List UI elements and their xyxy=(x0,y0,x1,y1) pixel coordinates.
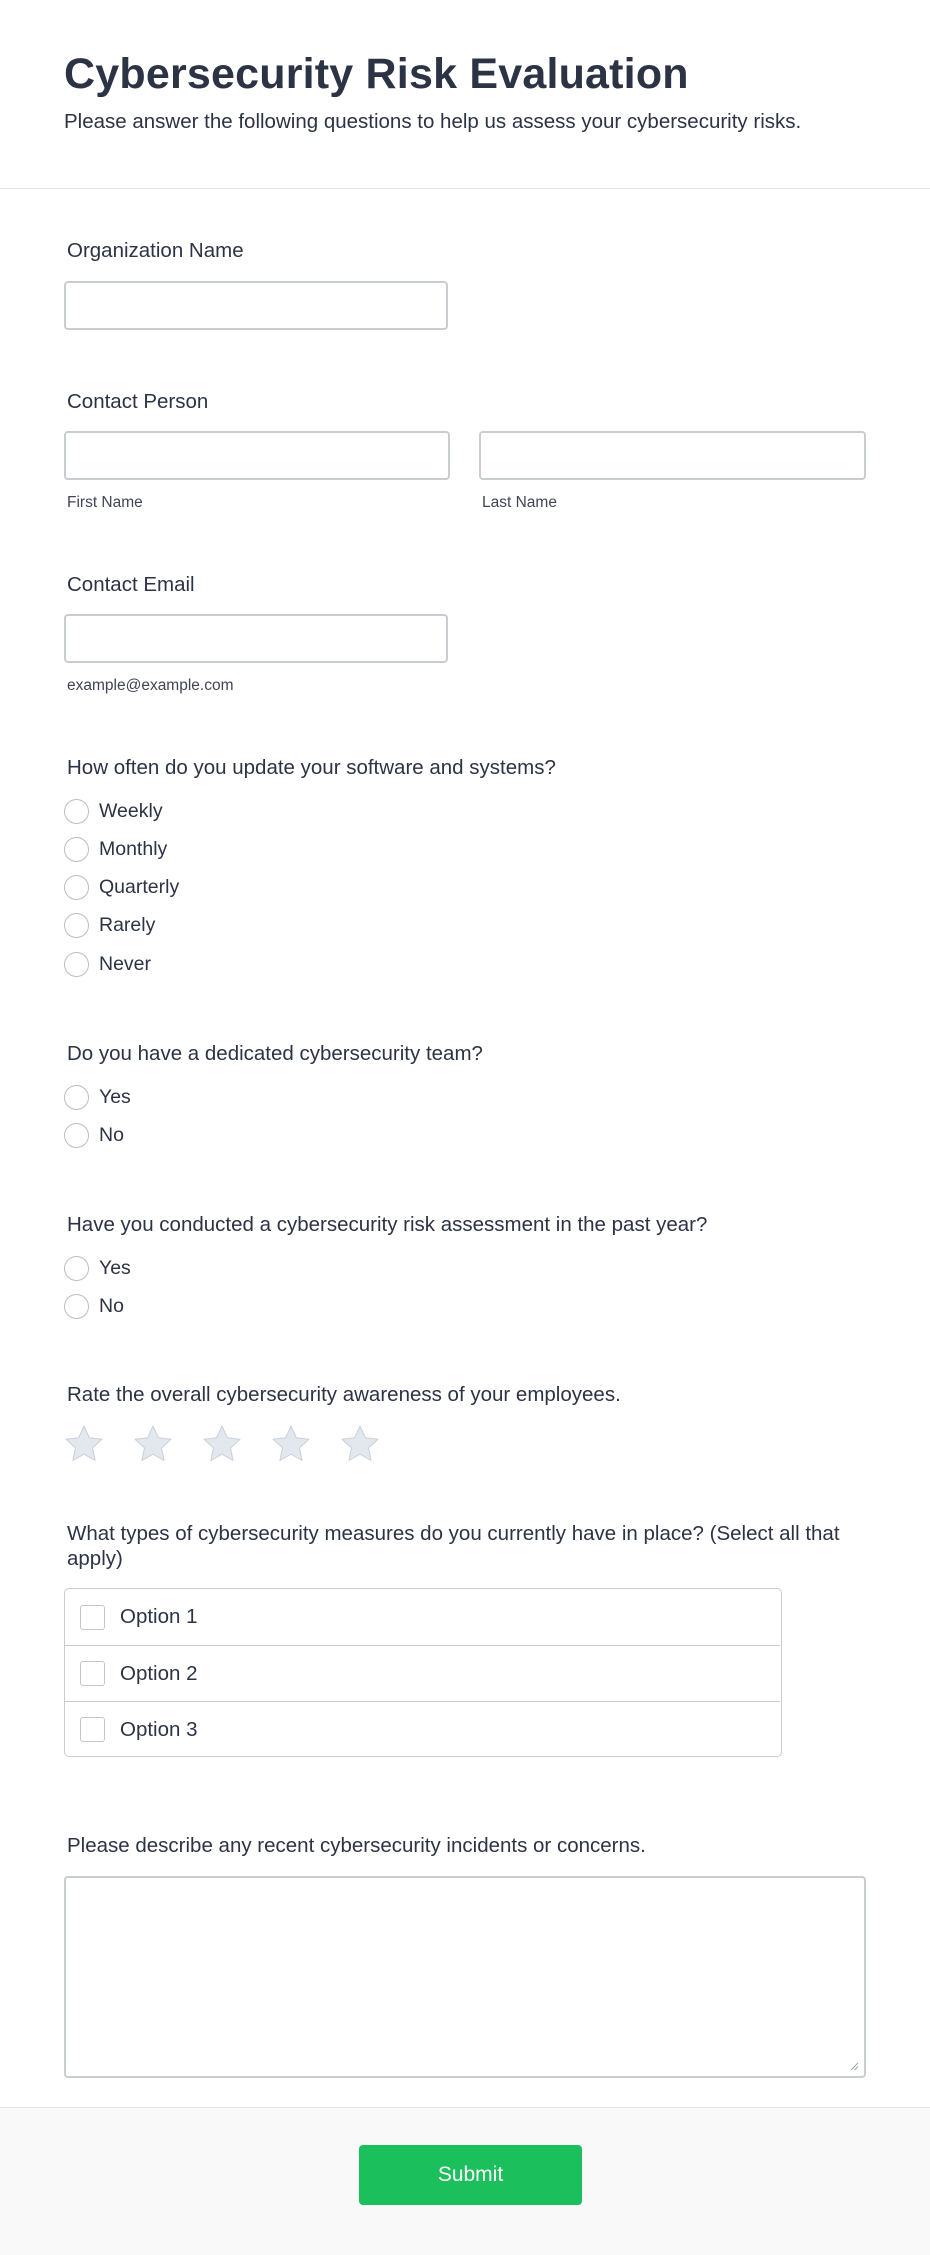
radio-option-assessment-no[interactable] xyxy=(64,1292,124,1320)
radio-button[interactable] xyxy=(64,1085,89,1110)
radio-option-label: Rarely xyxy=(99,913,156,936)
star-icon[interactable] xyxy=(271,1424,311,1464)
radio-option-assessment-yes[interactable] xyxy=(64,1254,131,1282)
form-footer xyxy=(0,2107,930,2255)
radio-option-label: Weekly xyxy=(99,799,163,822)
radio-button[interactable] xyxy=(64,1256,89,1281)
radio-option-quarterly[interactable] xyxy=(64,873,179,901)
radio-option-label: No xyxy=(99,1123,124,1146)
checkbox-option-1[interactable] xyxy=(65,1589,780,1645)
measures-checklist xyxy=(64,1588,782,1757)
radio-option-label: Monthly xyxy=(99,837,168,860)
checkbox-option-label: Option 3 xyxy=(120,1717,198,1741)
checkbox-option-label: Option 1 xyxy=(120,1605,198,1628)
incidents-question: Please describe any recent cybersecurity incidents or concerns. xyxy=(67,1834,646,1857)
checkbox-option-label: Option 2 xyxy=(120,1661,198,1685)
radio-option-label: Yes xyxy=(99,1256,131,1279)
radio-option-team-no[interactable] xyxy=(64,1121,124,1149)
checkbox-option-3[interactable] xyxy=(65,1701,780,1757)
last-name-input[interactable] xyxy=(479,431,866,480)
radio-option-label: Never xyxy=(99,952,152,975)
star-icon[interactable] xyxy=(202,1424,242,1464)
star-icon[interactable] xyxy=(64,1424,104,1464)
contact-email-label: Contact Email xyxy=(67,573,195,596)
first-name-input[interactable] xyxy=(64,431,450,480)
radio-option-monthly[interactable] xyxy=(64,835,167,863)
email-example-sublabel: example@example.com xyxy=(67,677,234,694)
radio-option-label: No xyxy=(99,1294,124,1317)
measures-question: What types of cybersecurity measures do you currently have in place? (Select all that apply) xyxy=(67,1522,840,1570)
organization-name-label: Organization Name xyxy=(67,239,244,262)
checkbox-option-2[interactable] xyxy=(65,1645,780,1701)
first-name-sublabel: First Name xyxy=(67,494,143,511)
radio-button[interactable] xyxy=(64,875,89,900)
risk-assessment-question: Have you conducted a cybersecurity risk assessment in the past year? xyxy=(67,1213,708,1236)
radio-option-label: Quarterly xyxy=(99,875,180,898)
contact-email-input[interactable] xyxy=(64,614,448,663)
radio-button[interactable] xyxy=(64,1294,89,1319)
checkbox[interactable] xyxy=(80,1605,105,1630)
radio-button[interactable] xyxy=(64,799,89,824)
radio-option-weekly[interactable] xyxy=(64,797,163,825)
update-frequency-question: How often do you update your software and systems? xyxy=(67,756,556,779)
radio-button[interactable] xyxy=(64,1123,89,1148)
radio-button[interactable] xyxy=(64,837,89,862)
star-icon[interactable] xyxy=(133,1424,173,1464)
radio-button[interactable] xyxy=(64,952,89,977)
radio-option-rarely[interactable] xyxy=(64,911,155,939)
checkbox[interactable] xyxy=(80,1717,105,1742)
radio-option-team-yes[interactable] xyxy=(64,1083,131,1111)
radio-option-never[interactable] xyxy=(64,950,151,978)
last-name-sublabel: Last Name xyxy=(482,494,557,511)
dedicated-team-question: Do you have a dedicated cybersecurity team? xyxy=(67,1042,483,1065)
submit-button[interactable]: Submit xyxy=(359,2145,582,2205)
star-icon[interactable] xyxy=(340,1424,380,1464)
resize-grip-icon[interactable] xyxy=(850,2062,859,2071)
form-header xyxy=(0,0,930,189)
awareness-rating-question: Rate the overall cybersecurity awareness of your employees. xyxy=(67,1383,621,1406)
radio-button[interactable] xyxy=(64,913,89,938)
incidents-textarea[interactable] xyxy=(64,1876,866,2078)
radio-option-label: Yes xyxy=(99,1085,131,1108)
star-rating xyxy=(64,1424,409,1464)
page-title: Cybersecurity Risk Evaluation xyxy=(64,50,689,98)
contact-person-label: Contact Person xyxy=(67,390,209,413)
organization-name-input[interactable] xyxy=(64,281,448,330)
checkbox[interactable] xyxy=(80,1661,105,1686)
page-subtitle: Please answer the following questions to help us assess your cybersecurity risks. xyxy=(64,110,802,133)
